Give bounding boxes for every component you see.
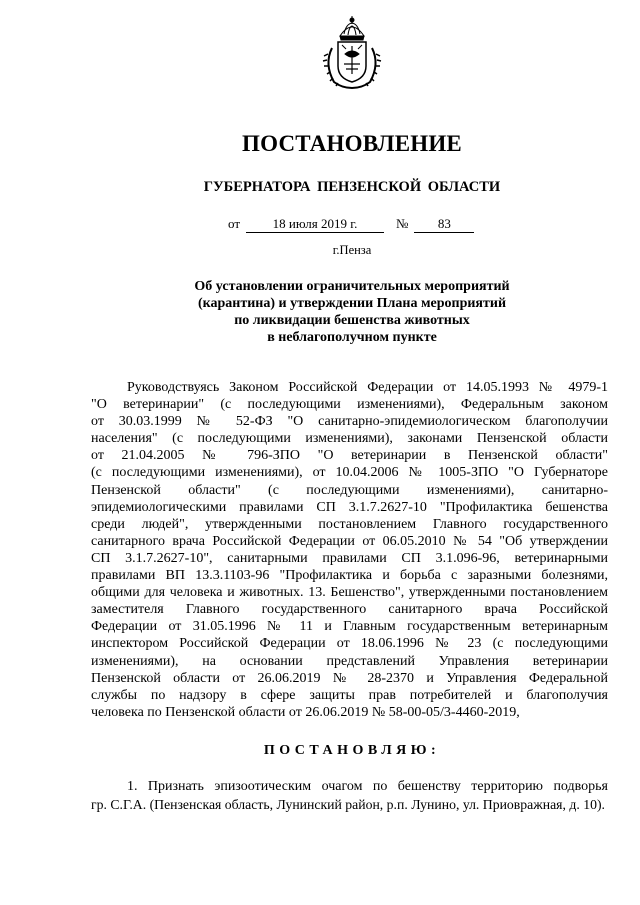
paragraph-line: Пензенской области" (с последующими изменениями), санитарно- xyxy=(91,482,608,498)
paragraph-line: эпидемиологическими правилами СП 3.1.7.2627-10 "Профилактика бешенства xyxy=(91,499,608,515)
heading-line: по ликвидации бешенства животных xyxy=(234,313,470,328)
paragraph-line: среди людей", утвержденными постановлением Главного государственного xyxy=(91,516,608,532)
paragraph-line: (с последующими изменениями), от 10.04.2006 № 1005-ЗПО "О Губернаторе xyxy=(91,465,608,481)
paragraph-line: заместителя Главного государственного санитарного врача Российской xyxy=(91,602,608,618)
city-name: г.Пенза xyxy=(332,243,372,257)
decree-item-1 xyxy=(91,778,608,813)
item-line: гр. С.Г.А. (Пензенская область, Лунинский район, р.п. Лунино, ул. Приовражная, д. 10). xyxy=(91,796,605,812)
number-label: № xyxy=(396,216,409,231)
paragraph-line: Федерации от 31.05.1996 № 11 и Главным государственным ветеринарным xyxy=(91,619,608,635)
paragraph-line: службы по надзору в сфере защиты прав потребителей и благополучия xyxy=(91,687,608,703)
paragraph-line: Руководствуясь Законом Российской Федерации от 14.05.1993 № 4979-1 xyxy=(127,380,608,395)
date-number-line xyxy=(228,216,474,233)
paragraph-line: санитарного врача Российской Федерации от 06.05.2010 № 54 "Об утверждении xyxy=(91,533,608,549)
document-heading xyxy=(150,278,554,346)
preamble-paragraph xyxy=(91,379,608,721)
paragraph-line: Пензенской области от 26.06.2019 № 28-2370 и Управления Федеральной xyxy=(91,670,608,686)
paragraph-line: от 21.04.2005 № 796-ЗПО "О ветеринарии в Пензенской области" xyxy=(91,448,608,464)
paragraph-line: человека по Пензенской области от 26.06.2019 № 58-00-05/3-4460-2019, xyxy=(91,704,520,720)
heading-line: (карантина) и утверждении Плана мероприятий xyxy=(197,296,507,311)
paragraph-line: правилами ВП 13.3.1103-96 "Профилактика и борьба с заразными болезнями, xyxy=(91,568,608,584)
penza-coat-of-arms-icon xyxy=(318,14,386,92)
heading-line: в неблагополучном пункте xyxy=(267,330,437,345)
paragraph-line: изменениями), на основании представлений Управления ветеринарии xyxy=(91,653,608,669)
heading-line: Об установлении ограничительных мероприятий xyxy=(194,279,510,294)
date-value: 18 июля 2019 г. xyxy=(246,217,384,233)
decree-word: ПОСТАНОВЛЯЮ: xyxy=(263,743,441,758)
paragraph-line: СП 3.1.7.2627-10", санитарными правилами СП 3.1.096-96, ветеринарными xyxy=(91,550,608,566)
paragraph-line: "О ветеринарии" (с последующими изменениями), Федеральным законом xyxy=(91,397,608,413)
paragraph-line: инспектором Российской Федерации от 18.06.1996 № 23 (с последующими xyxy=(91,636,608,652)
item-line: 1. Признать эпизоотическим очагом по бешенству территорию подворья xyxy=(127,779,608,794)
number-value: 83 xyxy=(414,217,474,233)
document-subtitle: ГУБЕРНАТОРА ПЕНЗЕНСКОЙ ОБЛАСТИ xyxy=(203,179,501,195)
date-label: от xyxy=(228,216,241,231)
paragraph-line: от 30.03.1999 № 52-ФЗ "О санитарно-эпидемиологическом благополучии xyxy=(91,414,608,430)
paragraph-line: общими для человека и животных. 13. Бешенство", утвержденными постановлением xyxy=(91,585,608,601)
document-title: ПОСТАНОВЛЕНИЕ xyxy=(242,131,462,156)
paragraph-line: населения" (с последующими изменениями), законами Пензенской области xyxy=(91,431,608,447)
